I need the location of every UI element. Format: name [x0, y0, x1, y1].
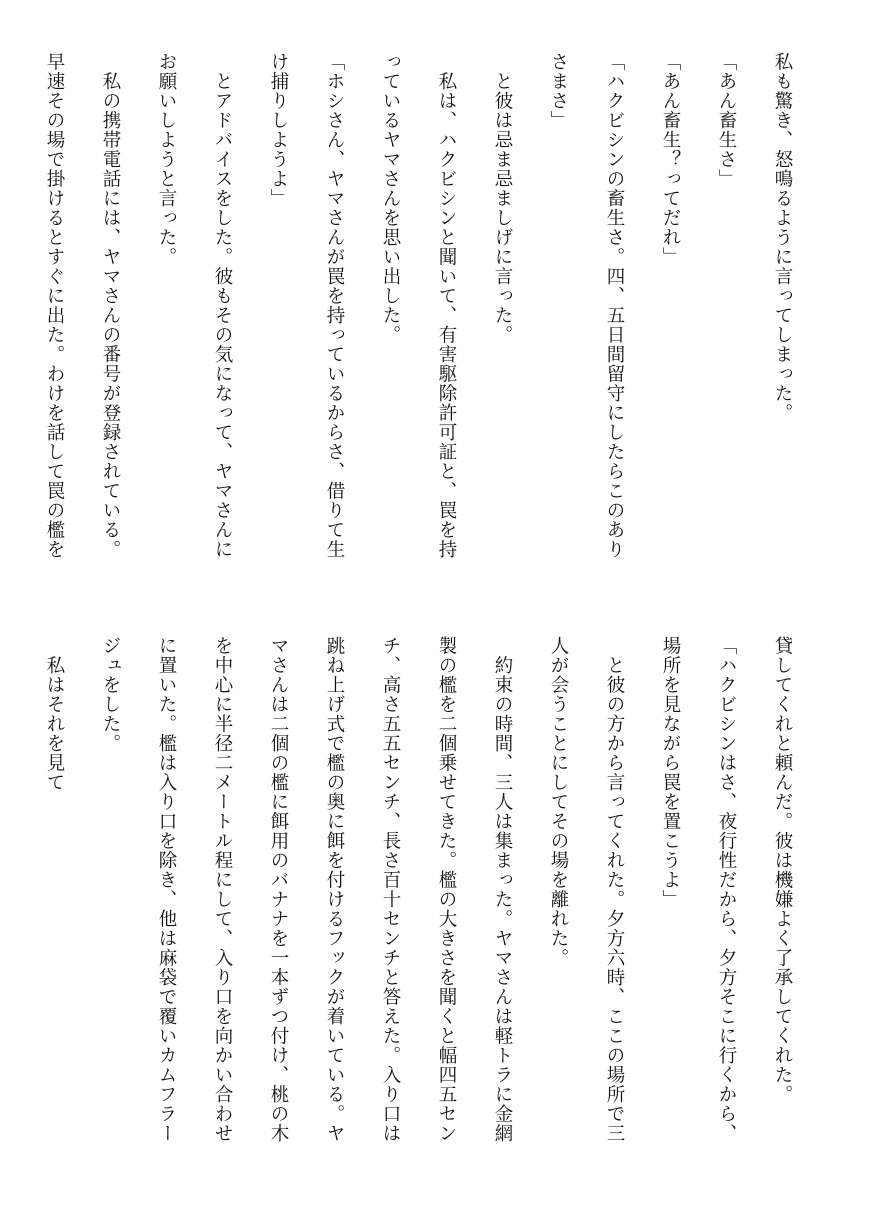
text-line: 製の檻を二個乗せてきた。檻の大きさを聞くと幅四五セン: [436, 636, 457, 1143]
text-line: さまさ」: [548, 52, 569, 130]
text-line: っているヤマさんを思い出した。: [380, 52, 401, 345]
text-line: お願いしようと言った。: [156, 52, 177, 267]
text-line: マさんは二個の檻に餌用のバナナを一本ずつ付け、桃の木: [268, 636, 289, 1143]
text-line: チ、高さ五五センチ、長さ百十センチと答えた。入り口は: [380, 636, 401, 1143]
text-line: 貸してくれと頼んだ。彼は機嫌よく了承してくれた。: [772, 636, 793, 1104]
text-line: 私も驚き、怒鳴るように言ってしまった。: [772, 52, 793, 423]
text-line: 「あん畜生さ」: [716, 52, 737, 189]
text-block-bottom: [26, 636, 810, 1196]
text-line: と彼の方から言ってくれた。夕方六時、ここの場所で三: [604, 636, 625, 1143]
text-line: 約束の時間、三人は集まった。ヤマさんは軽トラに金網: [492, 636, 513, 1143]
text-line: 私はそれを見て: [44, 636, 65, 792]
text-line: 私は、ハクビシンと聞いて、有害駆除許可証と、罠を持: [436, 52, 457, 559]
text-block-top: [26, 52, 810, 597]
text-line: 「あん畜生？ってだれ」: [660, 52, 681, 267]
text-line: 跳ね上げ式で檻の奥に餌を付けるフックが着いている。ヤ: [324, 636, 345, 1143]
text-line: 「ホシさん、ヤマさんが罠を持っているからさ、借りて生: [324, 52, 345, 559]
text-line: を中心に半径二メートル程にして、入り口を向かい合わせ: [212, 636, 233, 1143]
text-line: 人が会うことにしてその場を離れた。: [548, 636, 569, 968]
text-line: 場所を見ながら罠を置こうよ」: [660, 636, 681, 909]
text-line: とアドバイスをした。彼もその気になって、ヤマさんに: [212, 52, 233, 559]
text-line: け捕りしようよ」: [268, 52, 289, 208]
text-line: に置いた。檻は入り口を除き、他は麻袋で覆いカムフラー: [156, 636, 177, 1143]
text-line: ジュをした。: [100, 636, 121, 753]
text-line: 早速その場で掛けるとすぐに出た。わけを話して罠の檻を: [44, 52, 65, 559]
text-line: 「ハクビシンの畜生さ。四、五日間留守にしたらこのあり: [604, 52, 625, 559]
text-line: 私の携帯電話には、ヤマさんの番号が登録されている。: [100, 52, 121, 559]
text-line: と彼は忌ま忌ましげに言った。: [492, 52, 513, 345]
text-line: 「ハクビシンはさ、夜行性だから、夕方そこに行くから、: [716, 636, 737, 1143]
